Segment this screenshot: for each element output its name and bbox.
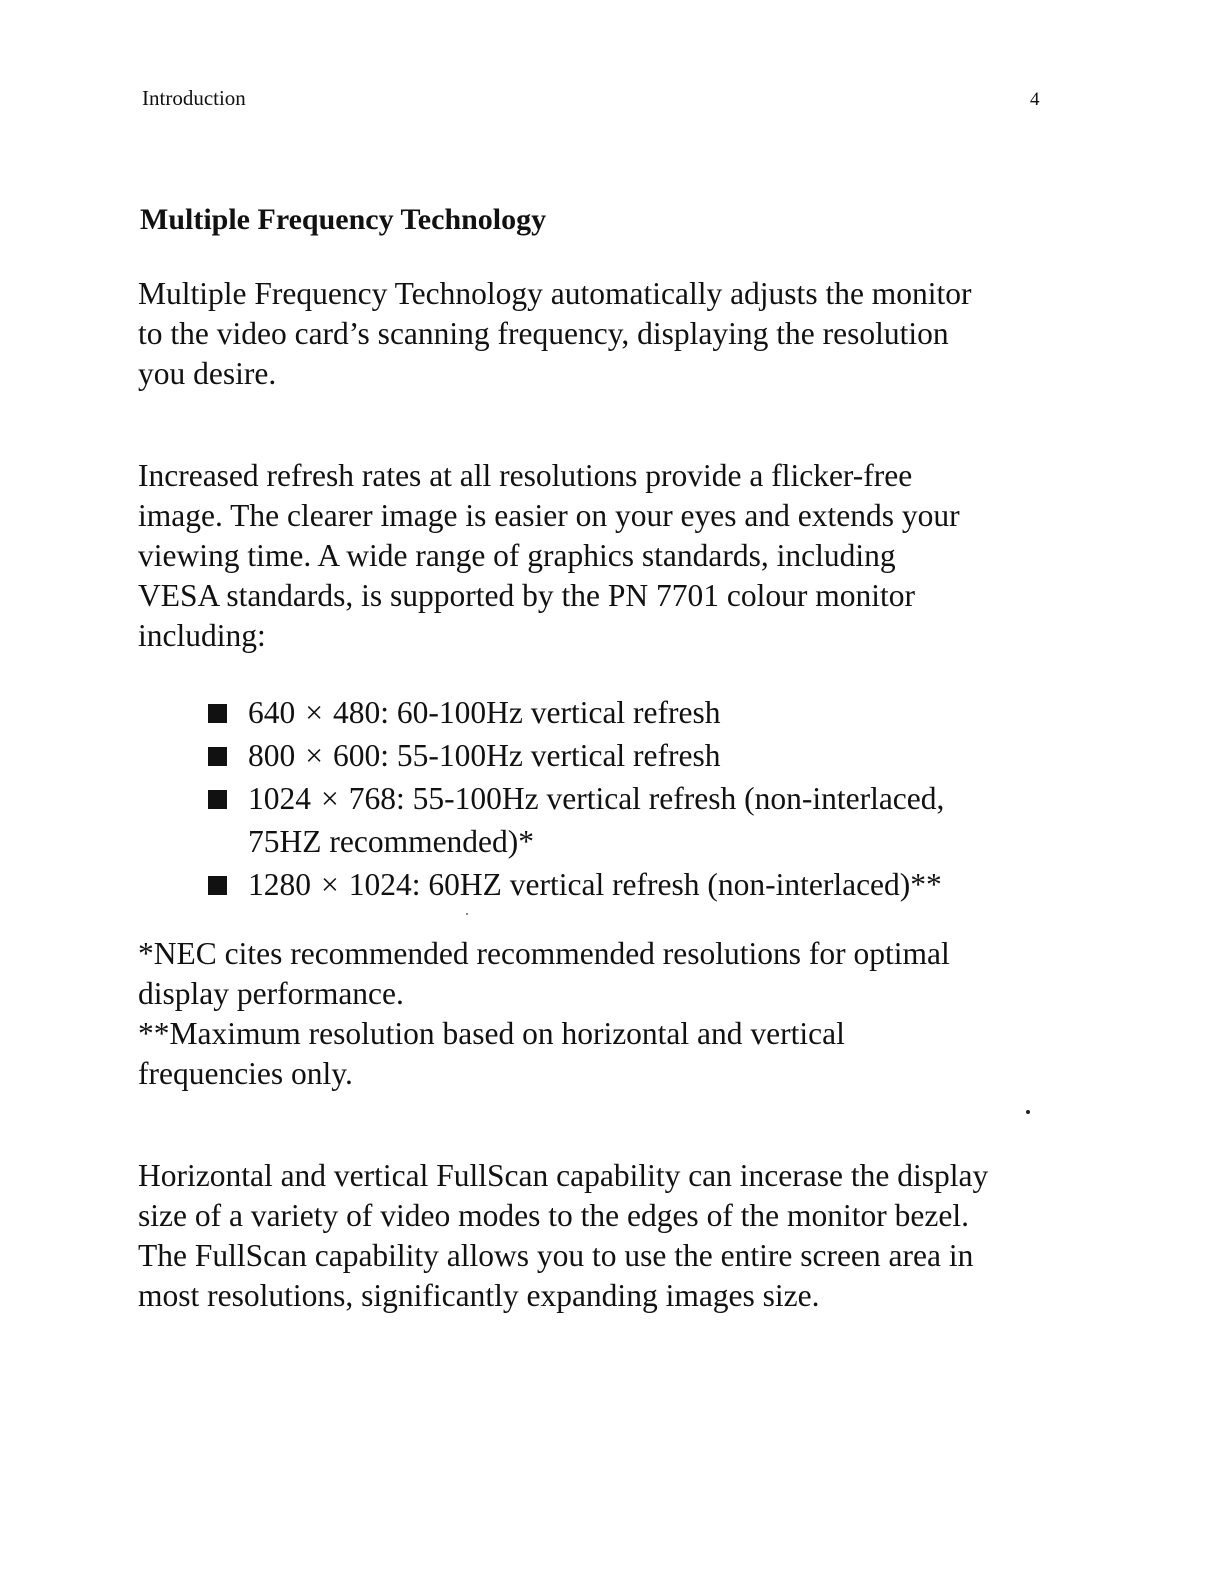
text-line: including: — [138, 618, 266, 653]
scan-speck — [466, 913, 468, 915]
square-bullet-icon — [208, 790, 227, 809]
resolution-width: 1024 — [248, 781, 311, 816]
text-line: viewing time. A wide range of graphics standards, including — [138, 538, 896, 573]
resolution-detail: : 60HZ vertical refresh (non-interlaced)** — [411, 867, 942, 902]
text-line: image. The clearer image is easier on your eyes and extends your — [138, 498, 960, 533]
text-line: Horizontal and vertical FullScan capability can incerase the display — [138, 1158, 989, 1193]
times-symbol: × — [305, 738, 324, 773]
resolution-width: 1280 — [248, 867, 311, 902]
list-item — [208, 777, 944, 863]
square-bullet-icon — [208, 876, 227, 895]
resolution-width: 800 — [248, 738, 296, 773]
text-line: to the video card’s scanning frequency, displaying the resolution — [138, 316, 949, 351]
text-line: you desire. — [138, 356, 277, 391]
resolution-detail: : 60-100Hz vertical refresh — [380, 695, 721, 730]
list-item — [208, 863, 944, 906]
section-heading: Multiple Frequency Technology — [140, 203, 547, 236]
page-number: 4 — [1030, 89, 1040, 110]
text-line: most resolutions, significantly expanding images size. — [138, 1278, 820, 1313]
resolution-height: 480 — [333, 695, 381, 730]
text-line: size of a variety of video modes to the edges of the monitor bezel. — [138, 1198, 969, 1233]
running-header: Introduction — [142, 86, 246, 110]
resolution-height: 1024 — [348, 867, 412, 902]
resolution-detail: : 55-100Hz vertical refresh (non-interlaced, — [396, 781, 945, 816]
text-line: frequencies only. — [138, 1056, 353, 1091]
fullscan-paragraph — [138, 1156, 1098, 1316]
footnotes — [138, 934, 1098, 1094]
list-item — [208, 734, 944, 777]
scan-speck — [1026, 1110, 1030, 1114]
resolution-height: 600 — [333, 738, 381, 773]
times-symbol: × — [321, 781, 339, 816]
intro-paragraph — [138, 274, 1098, 394]
resolution-detail: : 55-100Hz vertical refresh — [380, 738, 721, 773]
text-line: *NEC cites recommended recommended resolutions for optimal — [138, 936, 950, 971]
square-bullet-icon — [208, 747, 227, 766]
text-line: Increased refresh rates at all resolutions provide a flicker-free — [138, 458, 913, 493]
square-bullet-icon — [208, 704, 227, 723]
text-line: Multiple Frequency Technology automatically adjusts the monitor — [138, 276, 972, 311]
text-line: The FullScan capability allows you to use the entire screen area in — [138, 1238, 974, 1273]
resolution-height: 768 — [348, 781, 397, 816]
text-line: VESA standards, is supported by the PN 7701 colour monitor — [138, 578, 915, 613]
text-line: display performance. — [138, 976, 404, 1011]
resolution-continuation: 75HZ recommended)* — [248, 824, 535, 859]
refresh-rate-paragraph — [138, 456, 1098, 656]
resolution-width: 640 — [248, 695, 296, 730]
resolution-list — [208, 691, 944, 906]
times-symbol: × — [321, 867, 339, 902]
list-item — [208, 691, 944, 734]
times-symbol: × — [305, 695, 324, 730]
text-line: **Maximum resolution based on horizontal and vertical — [138, 1016, 845, 1051]
